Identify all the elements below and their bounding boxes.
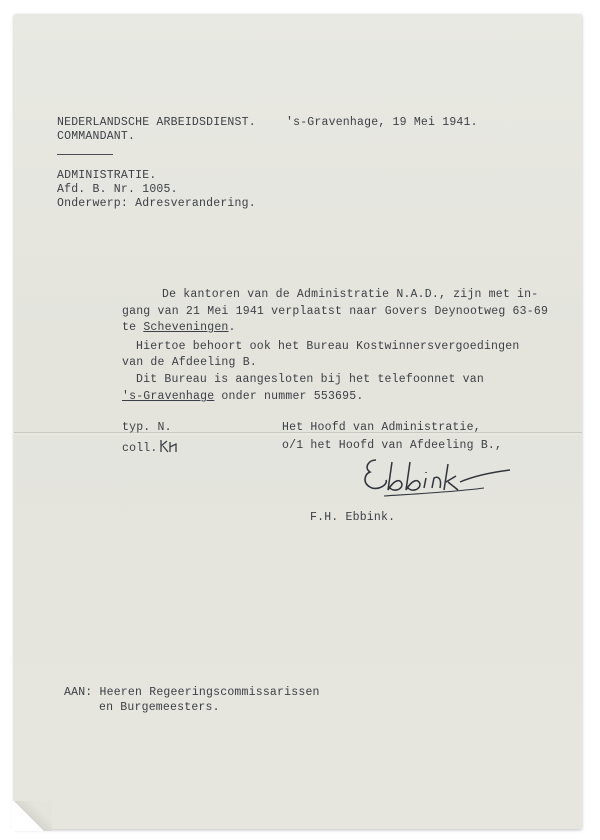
gravenhage-underlined: 's-Gravenhage [122, 390, 215, 403]
body-line-4: Hiertoe behoort ook het Bureau Kostwinnersvergoedingen [136, 340, 520, 353]
subject-line: Onderwerp: Adresverandering. [57, 197, 256, 210]
signatory-name: F.H. Ebbink. [310, 511, 396, 524]
separator-rule [57, 154, 113, 155]
typist-initials: typ. N. [122, 421, 172, 434]
handwritten-signature [354, 450, 514, 510]
body-line-7: 's-Gravenhage onder nummer 553695. [122, 390, 364, 403]
body-line-3: te Scheveningen. [122, 321, 236, 334]
collated-mark: coll. [122, 438, 180, 456]
body-line-6: Dit Bureau is aangesloten bij het telefoonnet van [136, 373, 484, 386]
closing-line-2: o/1 het Hoofd van Afdeeling B., [282, 439, 503, 452]
closing-line-1: Het Hoofd van Administratie, [282, 421, 481, 434]
scheveningen-underlined: Scheveningen [143, 321, 229, 334]
folded-corner [12, 801, 52, 831]
body-line-1: De kantoren van de Administratie N.A.D., zijn met in- [162, 288, 539, 301]
handwritten-initials [158, 438, 180, 454]
reference-number: Afd. B. Nr. 1005. [57, 183, 178, 196]
department-label: ADMINISTRATIE. [57, 169, 157, 182]
addressee-line-2: en Burgemeesters. [99, 701, 220, 714]
organization-subtitle: COMMANDANT. [57, 130, 136, 143]
body-line-2: gang van 21 Mei 1941 verplaatst naar Govers Deynootweg 63-69 [122, 305, 549, 318]
letter-page [14, 14, 582, 829]
organization-name: NEDERLANDSCHE ARBEIDSDIENST. [57, 116, 256, 129]
addressee-line-1: AAN: Heeren Regeeringscommissarissen [64, 686, 320, 699]
body-line-5: van de Afdeeling B. [122, 356, 257, 369]
place-and-date: 's-Gravenhage, 19 Mei 1941. [286, 116, 478, 129]
